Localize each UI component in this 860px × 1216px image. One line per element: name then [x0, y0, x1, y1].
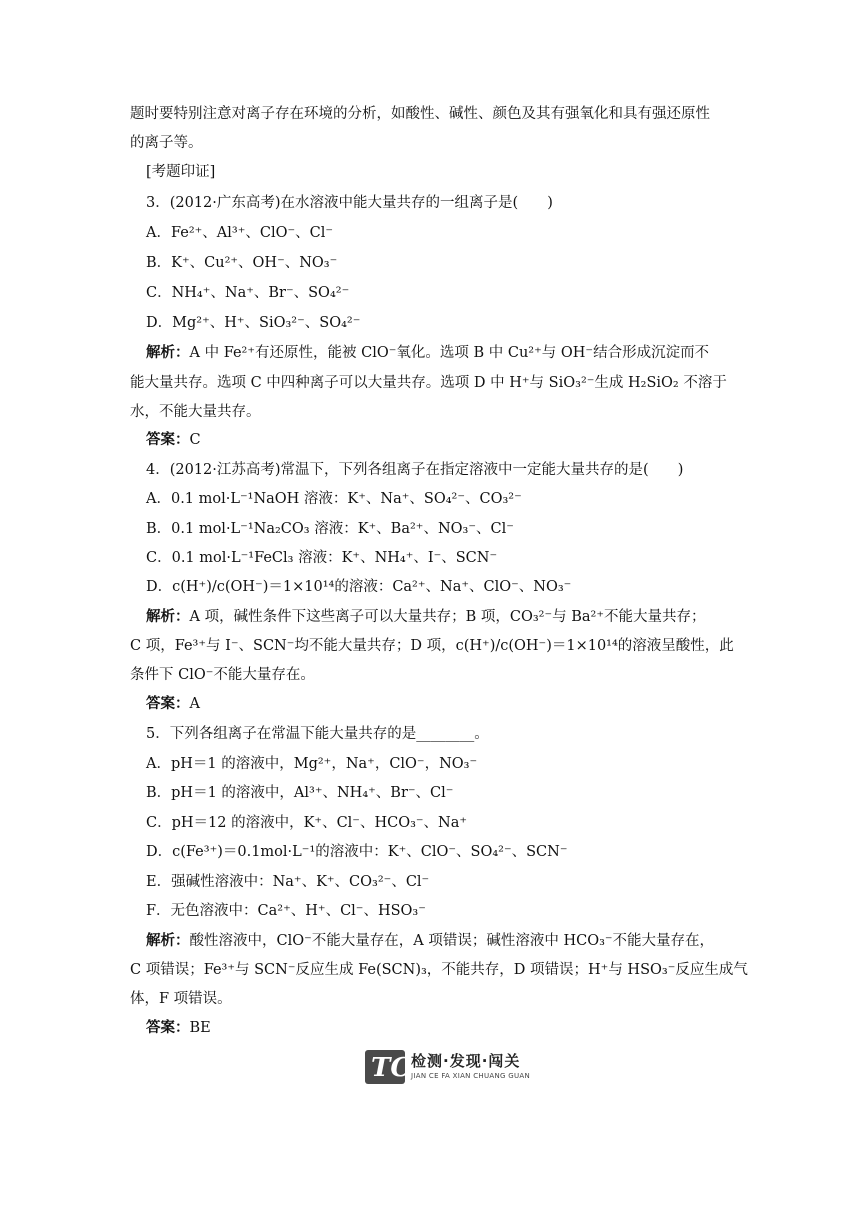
analysis-label: 解析：	[146, 932, 190, 949]
answer-value: BE	[189, 1020, 211, 1036]
question-4-option-c: C．0.1 mol·L⁻¹FeCl₃ 溶液：K⁺、NH₄⁺、I⁻、SCN⁻	[146, 550, 498, 566]
logo-mark-icon: TC	[365, 1050, 405, 1084]
section-logo	[365, 1046, 535, 1092]
question-3-analysis-line-2: 能大量共存。选项 C 中四种离子可以大量共存。选项 D 中 H⁺与 SiO₃²⁻生成 H₂SiO₂ 不溶于	[130, 375, 727, 391]
question-4-option-d: D．c(H⁺)/c(OH⁻)＝1×10¹⁴的溶液：Ca²⁺、Na⁺、ClO⁻、NO₃⁻	[146, 579, 572, 595]
logo-title: 检测·发现·闯关	[411, 1052, 521, 1070]
question-5-analysis-line-2: C 项错误；Fe³⁺与 SCN⁻反应生成 Fe(SCN)₃，不能共存，D 项错误；H⁺与 HSO₃⁻反应生成气	[130, 962, 748, 978]
question-3-option-a: A．Fe²⁺、Al³⁺、ClO⁻、Cl⁻	[146, 225, 334, 241]
question-5-analysis-line-3: 体，F 项错误。	[130, 991, 232, 1007]
question-4-stem: 4．(2012·江苏高考)常温下，下列各组离子在指定溶液中一定能大量共存的是( )	[146, 462, 684, 478]
analysis-text: A 中 Fe²⁺有还原性，能被 ClO⁻氧化。选项 B 中 Cu²⁺与 OH⁻结合形成沉淀而不	[189, 345, 710, 361]
analysis-text: A 项，碱性条件下这些离子可以大量共存；B 项，CO₃²⁻与 Ba²⁺不能大量共存；	[189, 609, 706, 625]
answer-label: 答案：	[146, 1019, 190, 1036]
question-4-option-a: A．0.1 mol·L⁻¹NaOH 溶液：K⁺、Na⁺、SO₄²⁻、CO₃²⁻	[146, 491, 522, 507]
question-4-analysis-line-3: 条件下 ClO⁻不能大量存在。	[130, 667, 315, 683]
question-5-option-d: D．c(Fe³⁺)＝0.1mol·L⁻¹的溶液中：K⁺、ClO⁻、SO₄²⁻、SCN⁻	[146, 844, 568, 860]
analysis-label: 解析：	[146, 344, 190, 361]
answer-label: 答案：	[146, 431, 190, 448]
question-3-option-d: D．Mg²⁺、H⁺、SiO₃²⁻、SO₄²⁻	[146, 315, 361, 331]
question-3-analysis-line-1	[146, 343, 709, 363]
intro-line-2: 的离子等。	[130, 135, 203, 151]
question-3-stem: 3．(2012·广东高考)在水溶液中能大量共存的一组离子是( )	[146, 195, 553, 211]
question-5-answer	[146, 1018, 211, 1038]
question-3-answer	[146, 430, 201, 450]
answer-value: A	[189, 696, 200, 712]
answer-value: C	[189, 432, 201, 448]
question-5-option-e: E．强碱性溶液中：Na⁺、K⁺、CO₃²⁻、Cl⁻	[146, 874, 430, 890]
question-3-option-c: C．NH₄⁺、Na⁺、Br⁻、SO₄²⁻	[146, 285, 350, 301]
question-5-analysis-line-1	[146, 931, 714, 951]
question-3-option-b: B．K⁺、Cu²⁺、OH⁻、NO₃⁻	[146, 255, 338, 271]
question-5-option-a: A．pH＝1 的溶液中，Mg²⁺，Na⁺，ClO⁻，NO₃⁻	[146, 756, 478, 772]
question-5-stem: 5．下列各组离子在常温下能大量共存的是________。	[146, 726, 489, 742]
logo-subtitle: JIAN CE FA XIAN CHUANG GUAN	[411, 1072, 531, 1080]
analysis-label: 解析：	[146, 608, 190, 625]
question-5-option-f: F．无色溶液中：Ca²⁺、H⁺、Cl⁻、HSO₃⁻	[146, 903, 426, 919]
question-5-option-b: B．pH＝1 的溶液中，Al³⁺、NH₄⁺、Br⁻、Cl⁻	[146, 785, 454, 801]
analysis-text: 酸性溶液中，ClO⁻不能大量存在，A 项错误；碱性溶液中 HCO₃⁻不能大量存在，	[189, 933, 715, 949]
question-4-option-b: B．0.1 mol·L⁻¹Na₂CO₃ 溶液：K⁺、Ba²⁺、NO₃⁻、Cl⁻	[146, 521, 514, 537]
question-4-analysis-line-2: C 项，Fe³⁺与 I⁻、SCN⁻均不能大量共存；D 项，c(H⁺)/c(OH⁻)＝1×10¹⁴的溶液呈酸性，此	[130, 638, 734, 654]
intro-line-1: 题时要特别注意对离子存在环境的分析，如酸性、碱性、颜色及其有强氧化和具有强还原性	[130, 106, 710, 122]
section-heading: [考题印证]	[146, 164, 216, 180]
question-4-analysis-line-1	[146, 607, 705, 627]
question-5-option-c: C．pH＝12 的溶液中，K⁺、Cl⁻、HCO₃⁻、Na⁺	[146, 815, 468, 831]
answer-label: 答案：	[146, 695, 190, 712]
question-3-analysis-line-3: 水，不能大量共存。	[130, 404, 261, 420]
question-4-answer	[146, 694, 200, 714]
